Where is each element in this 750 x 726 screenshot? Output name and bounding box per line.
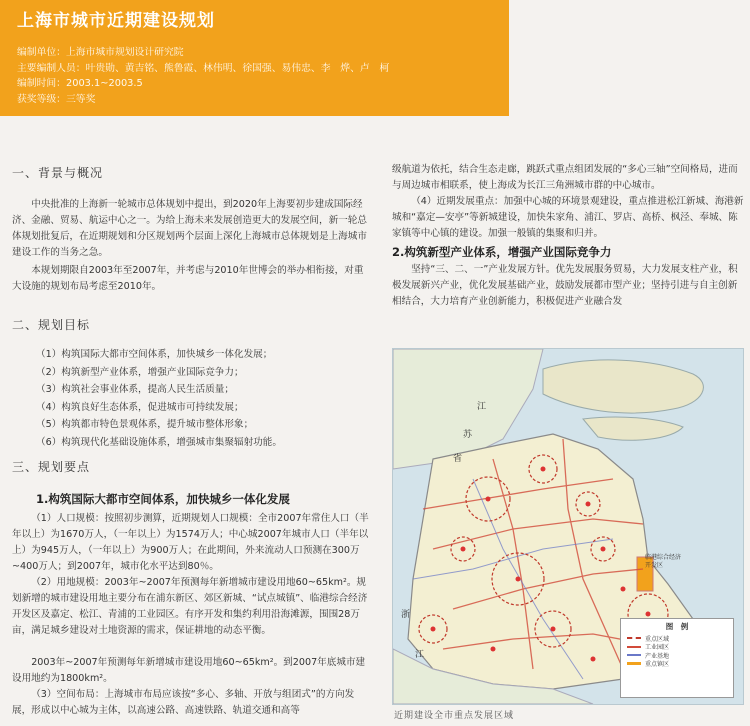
goal-item: （1）构筑国际大都市空间体系，加快城乡一体化发展；	[36, 349, 273, 360]
population-para: （1）人口规模：按照初步测算，近期规划人口规模：全市2007年常住人口（半年以上）为1670万人，（一年以上）为1574万人；中心城2007年城市人口（半年以上）为945万人，（一年以上）为900万人；在此期间，外来流动人口预测在300万~400万人；到2007年，城市化水平达到80％。	[12, 513, 369, 572]
goal-item: （4）构筑良好生态体系，促进城市可持续发展；	[36, 401, 244, 413]
section-3-subtitle-1: 1.构筑国际大都市空间体系，加快城乡一体化发展	[36, 492, 290, 506]
legend-label: 工业园区	[645, 644, 670, 652]
landuse-para-2: 2003年~2007年预测每年新增城市建设用地60~65km²。到2007年底城市建设用地约为1800km²。	[12, 657, 366, 684]
legend-swatch-icon	[627, 646, 641, 648]
legend-title: 图 例	[665, 622, 689, 631]
map-label-zhe: 浙	[401, 610, 411, 620]
section-1-para-2: 本规划期限自2003年至2007年，并考虑与2010年世博会的举办相衔接，对重大设施的规划布局考虑至2010年。	[12, 265, 364, 292]
section-3-subtitle-2: 2.构筑新型产业体系，增强产业国际竞争力	[392, 245, 612, 259]
legend-row	[627, 651, 727, 660]
header-unit: 编制单位：上海市城市规划设计研究院	[17, 47, 184, 58]
header-time: 编制时间：2003.1~2003.5	[17, 78, 143, 89]
project-header	[0, 0, 509, 116]
goal-item: （5）构筑都市特色景观体系，提升城市整体形象；	[36, 419, 254, 431]
goal-item: （2）构筑新型产业体系，增强产业国际竞争力；	[36, 366, 244, 378]
layout-para: （3）空间布局：上海城市布局应该按“多心、多轴、开放与组团式”的方向发展，形成以中心城为主体，以高速公路、高速铁路、轨道交通和高等	[12, 689, 355, 716]
goal-item: （3）构筑社会事业体系，提高人民生活质量；	[36, 384, 234, 396]
map-legend	[620, 618, 734, 698]
legend-row	[627, 643, 727, 652]
section-3-title: 三、规划要点	[12, 460, 91, 474]
map-label-jiang-2: 江	[415, 650, 425, 660]
goals-list	[36, 346, 356, 452]
industry-para: 坚持“三、二、一”产业发展方针。优先发展服务贸易，大力发展支柱产业，积极发展新兴产业，优化发展基础产业，鼓励发展都市型产业；坚持引进与自主创新相结合，大力培育产业创新能力，积极促进产业融合发	[392, 264, 738, 307]
map-label-jiang: 江	[477, 402, 487, 412]
map-caption: 近期建设全市重点发展区域	[394, 711, 515, 721]
landuse-para: （2）用地规模：2003年~2007年预测每年新增城市建设用地60~65km²。规划新增的城市建设用地主要分布在浦东新区、郊区新城、“试点城镇”、临港综合经济开发区及嘉定、松江、青浦的工业园区。有序开发和集约利用沿海滩源，围围28万亩，满足城乡建设对土地资源的需求，保证耕地的动态平衡。	[12, 577, 368, 636]
header-award: 获奖等级：三等奖	[17, 93, 96, 105]
priorities-para: （4）近期发展重点：加强中心城的环境景观建设，重点推进松江新城、海港新城和“嘉定—安亭”等新城建设，加快朱家角、浦江、罗店、高桥、枫泾、奉城、陈家镇等中心镇的建设。加强一般镇的集聚和归并。	[392, 196, 744, 239]
goal-item: （6）构筑现代化基础设施体系，增强城市集聚辐射功能。	[36, 436, 282, 448]
legend-label: 重点区域	[645, 635, 670, 643]
layout-para-cont: 级航道为依托，结合生态走廊，跳跃式重点组团发展的“多心三轴”空间格局，进而与周边城市相联系，使上海成为长江三角洲城市群的中心城市。	[392, 164, 738, 191]
section-1-para-1: 中央批准的上海新一轮城市总体规划中提出，到2020年上海要初步建成国际经济、金融、贸易、航运中心之一。为给上海未来发展创造更大的发展空间，新一轮总体规划批复后，在近期规划和分区规划两个层面上深化上海城市总体规划是上海城市建设工作的当务之急。	[12, 199, 367, 258]
map-label-sheng: 省	[453, 454, 463, 464]
map-label-su: 苏	[463, 430, 473, 440]
legend-row	[627, 660, 727, 669]
header-staff: 主要编制人员：叶贵勋、黄吉铭、熊鲁霞、林伟明、徐国强、易伟忠、李 烨、卢 柯	[17, 62, 390, 74]
section-2-title: 二、规划目标	[12, 318, 91, 332]
map-label-lingang: 临港综合经济开发区	[645, 554, 682, 569]
section-1-title: 一、背景与概况	[12, 166, 104, 180]
legend-label: 产业基地	[645, 652, 670, 660]
legend-label: 重点镇区	[645, 661, 670, 669]
legend-row	[627, 634, 727, 643]
legend-swatch-icon	[627, 654, 641, 656]
legend-swatch-icon	[627, 637, 641, 639]
page-title: 上海市城市近期建设规划	[17, 11, 215, 31]
legend-swatch-icon	[627, 662, 641, 665]
